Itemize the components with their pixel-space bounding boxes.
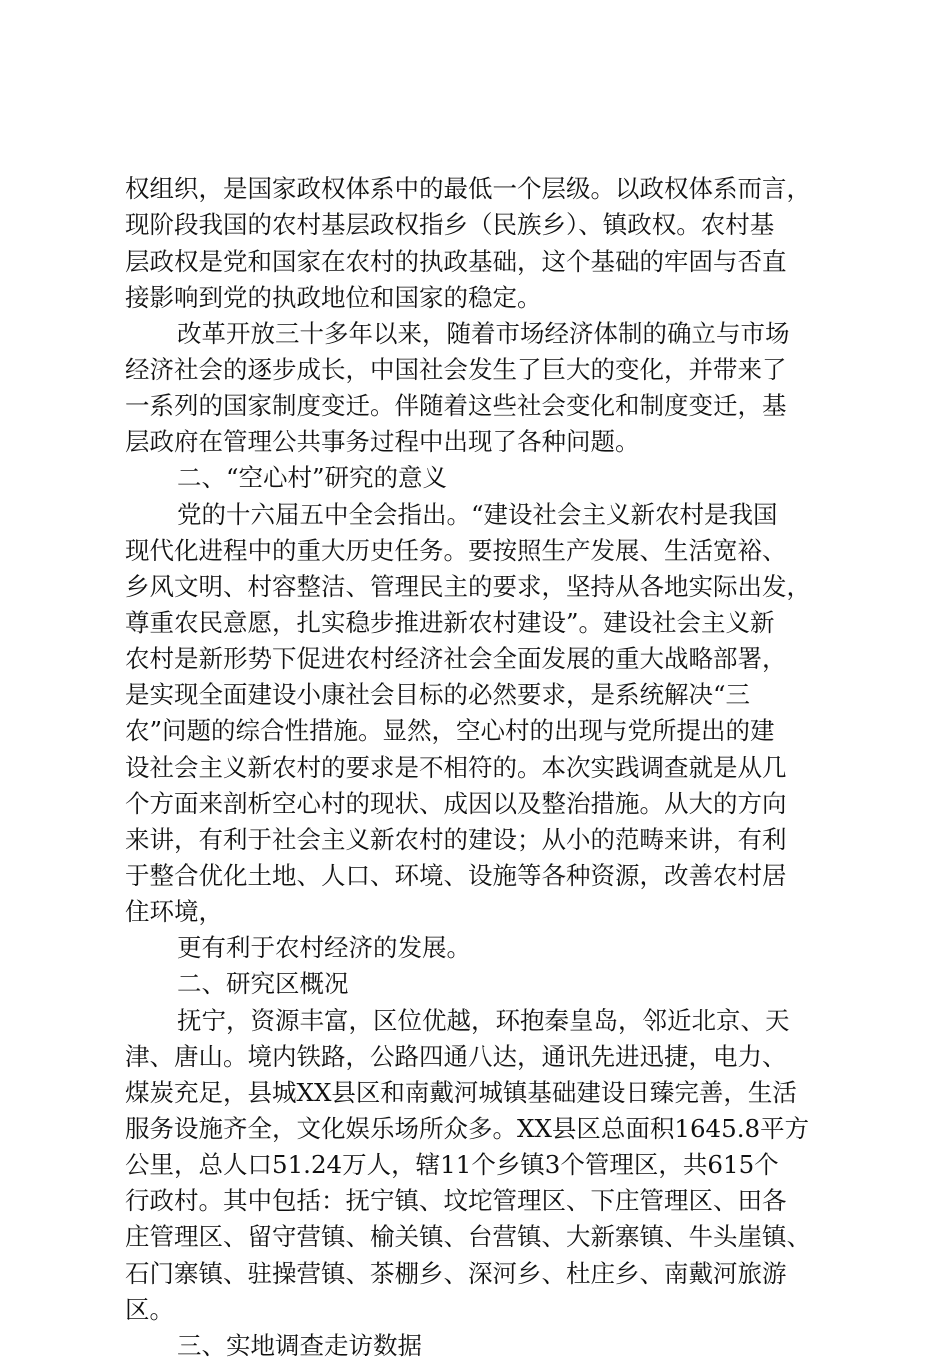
body-line: 设社会主义新农村的要求是不相符的。本次实践调查就是从几 [125, 753, 787, 782]
body-line: 庄管理区、留守营镇、榆关镇、台营镇、大新寨镇、牛头崖镇、 [125, 1222, 811, 1251]
section-heading: 三、实地调查走访数据 [177, 1331, 422, 1360]
body-line: 权组织，是国家政权体系中的最低一个层级。以政权体系而言， [125, 174, 811, 203]
body-line: 服务设施齐全，文化娱乐场所众多。XX县区总面积1645.8平方 [125, 1114, 810, 1143]
body-line: 行政村。其中包括：抚宁镇、坟坨管理区、下庄管理区、田各 [125, 1186, 787, 1215]
paragraph-first-line: 更有利于农村经济的发展。 [177, 933, 471, 962]
body-line: 农”问题的综合性措施。显然，空心村的出现与党所提出的建 [125, 716, 775, 745]
body-line: 尊重农民意愿，扎实稳步推进新农村建设”。建设社会主义新 [125, 608, 775, 637]
paragraph-first-line: 改革开放三十多年以来，随着市场经济体制的确立与市场 [177, 319, 790, 348]
body-line: 层政府在管理公共事务过程中出现了各种问题。 [125, 427, 640, 456]
body-line: 公里，总人口51.24万人，辖11个乡镇3个管理区，共615个 [125, 1150, 779, 1179]
body-line: 石门寨镇、驻操营镇、茶棚乡、深河乡、杜庄乡、南戴河旅游 [125, 1259, 787, 1288]
body-line: 现阶段我国的农村基层政权指乡（民族乡）、镇政权。农村基 [125, 210, 775, 239]
paragraph-first-line: 抚宁，资源丰富，区位优越，环抱秦皇岛，邻近北京、天 [177, 1006, 790, 1035]
body-line: 于整合优化土地、人口、环境、设施等各种资源，改善农村居 [125, 861, 787, 890]
body-line: 来讲，有利于社会主义新农村的建设；从小的范畴来讲，有利 [125, 825, 787, 854]
paragraph-first-line: 党的十六届五中全会指出。“建设社会主义新农村是我国 [177, 500, 778, 529]
body-line: 是实现全面建设小康社会目标的必然要求，是系统解决“三 [125, 680, 751, 709]
body-line: 接影响到党的执政地位和国家的稳定。 [125, 283, 542, 312]
body-line: 一系列的国家制度变迁。伴随着这些社会变化和制度变迁，基 [125, 391, 787, 420]
body-line: 区。 [125, 1295, 174, 1324]
body-line: 个方面来剖析空心村的现状、成因以及整治措施。从大的方向 [125, 789, 787, 818]
body-line: 煤炭充足，县城XX县区和南戴河城镇基础建设日臻完善，生活 [125, 1078, 797, 1107]
body-line: 津、唐山。境内铁路，公路四通八达，通讯先进迅捷，电力、 [125, 1042, 787, 1071]
body-line: 现代化进程中的重大历史任务。要按照生产发展、生活宽裕、 [125, 536, 787, 565]
section-heading: 二、研究区概况 [177, 969, 349, 998]
body-line: 乡风文明、村容整洁、管理民主的要求，坚持从各地实际出发， [125, 572, 811, 601]
body-line: 层政权是党和国家在农村的执政基础，这个基础的牢固与否直 [125, 247, 787, 276]
body-line: 经济社会的逐步成长，中国社会发生了巨大的变化，并带来了 [125, 355, 787, 384]
body-line: 住环境， [125, 897, 223, 926]
section-heading: 二、“空心村”研究的意义 [177, 463, 448, 492]
body-line: 农村是新形势下促进农村经济社会全面发展的重大战略部署， [125, 644, 787, 673]
